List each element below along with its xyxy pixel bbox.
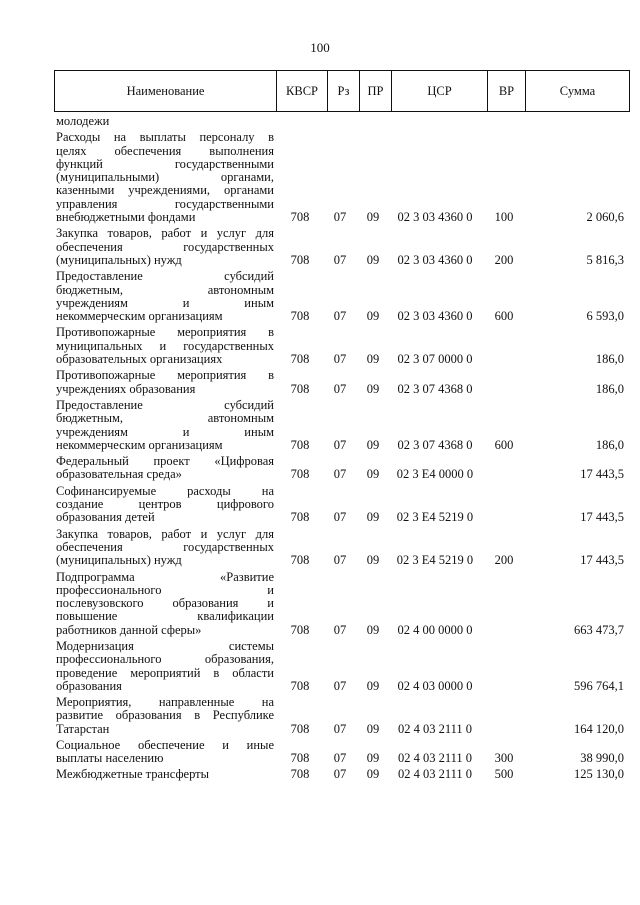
- row-name-line: Федеральный проект «Цифровая: [56, 454, 274, 469]
- row-sum: 164 120,0: [574, 721, 624, 736]
- row-name-line: Межбюджетные трансферты: [56, 766, 210, 781]
- row-csr: 02 4 03 2111 0: [397, 721, 473, 736]
- row-csr: 02 3 07 0000 0: [397, 352, 473, 367]
- table-row: [54, 485, 630, 525]
- row-name-line: развитие образования в Республике: [56, 708, 274, 723]
- row-name: [54, 739, 274, 766]
- row-name-line: бюджетным, автономным: [56, 282, 274, 297]
- row-vr: 500: [494, 766, 514, 781]
- row-name-line: (муниципальных) нужд: [56, 553, 182, 568]
- row-name-line: выплаты населению: [56, 751, 164, 766]
- row-sum: 2 060,6: [586, 210, 624, 225]
- row-rz: 07: [333, 622, 347, 637]
- row-sum: 663 473,7: [574, 622, 624, 637]
- row-name: [54, 131, 274, 224]
- row-rz: 07: [333, 721, 347, 736]
- row-name-line: некоммерческим организациям: [56, 437, 223, 452]
- table-row: [54, 571, 630, 637]
- row-kvsr: 708: [290, 252, 310, 267]
- row-vr: 600: [494, 437, 514, 452]
- row-pr: 09: [366, 381, 380, 396]
- row-kvsr: 708: [290, 553, 310, 568]
- row-name-line: образовательная среда»: [56, 467, 182, 482]
- header-vr: ВР: [487, 71, 525, 111]
- row-csr: 02 3 E4 5219 0: [396, 553, 474, 568]
- row-pr: 09: [366, 678, 380, 693]
- row-rz: 07: [333, 352, 347, 367]
- row-rz: 07: [333, 766, 347, 781]
- header-pr: ПР: [359, 71, 391, 111]
- row-name-line: (муниципальных) нужд: [56, 252, 182, 267]
- row-name-line: Мероприятия, направленные на: [56, 695, 274, 710]
- row-name-line: (муниципальными) органами,: [56, 170, 274, 185]
- header-rz: Рз: [327, 71, 359, 111]
- row-name-line: казенными учреждениями, органами: [56, 183, 274, 198]
- row-name-line: муниципальных и государственных: [56, 338, 274, 353]
- table-body: [54, 115, 630, 781]
- row-name-line: проведение мероприятий в области: [56, 665, 274, 680]
- row-name-line: Закупка товаров, работ и услуг для: [56, 226, 274, 241]
- page-number: 100: [310, 40, 330, 55]
- row-rz: 07: [333, 553, 347, 568]
- row-name-line: Модернизация системы: [56, 638, 274, 653]
- row-csr: 02 4 03 2111 0: [397, 751, 473, 766]
- row-sum: 17 443,5: [580, 553, 624, 568]
- row-name-line: управления государственными: [56, 196, 274, 211]
- row-name-line: Противопожарные мероприятия в: [56, 325, 274, 340]
- row-sum: 17 443,5: [580, 467, 624, 482]
- row-name: [54, 369, 274, 396]
- header-sum: Сумма: [525, 71, 629, 111]
- row-vr: 300: [494, 751, 514, 766]
- row-kvsr: 708: [290, 510, 310, 525]
- row-name: [54, 326, 274, 366]
- row-kvsr: 708: [290, 721, 310, 736]
- row-csr: 02 3 03 4360 0: [397, 309, 473, 324]
- row-name-line: Предоставление субсидий: [56, 397, 274, 412]
- row-vr: 600: [494, 309, 514, 324]
- row-pr: 09: [366, 210, 380, 225]
- header-kvsr: КВСР: [276, 71, 327, 111]
- row-rz: 07: [333, 252, 347, 267]
- row-kvsr: 708: [290, 467, 310, 482]
- row-kvsr: 708: [290, 751, 310, 766]
- row-name-line: профессионального образования,: [56, 652, 274, 667]
- row-name: [54, 115, 274, 128]
- row-sum: 186,0: [595, 437, 624, 452]
- table-row: [54, 369, 630, 396]
- row-name-line: послевузовского образования и: [56, 596, 274, 611]
- row-name-line: образования детей: [56, 510, 155, 525]
- row-name-line: обеспечения государственных: [56, 539, 274, 554]
- row-name: [54, 640, 274, 693]
- row-name-line: некоммерческим организациям: [56, 309, 223, 324]
- table-row: [54, 768, 630, 781]
- row-name-line: повышение квалификации: [56, 609, 274, 624]
- row-csr: 02 3 03 4360 0: [397, 210, 473, 225]
- row-name: [54, 399, 274, 452]
- table-row: [54, 696, 630, 736]
- table-row: [54, 115, 630, 128]
- row-name-line: внебюджетными фондами: [56, 210, 196, 225]
- row-rz: 07: [333, 381, 347, 396]
- row-csr: 02 3 E4 5219 0: [396, 510, 474, 525]
- row-name-line: учреждениям и иным: [56, 424, 274, 439]
- row-sum: 17 443,5: [580, 510, 624, 525]
- row-sum: 186,0: [595, 381, 624, 396]
- row-name-line: Закупка товаров, работ и услуг для: [56, 526, 274, 541]
- row-pr: 09: [366, 437, 380, 452]
- row-csr: 02 3 E4 0000 0: [396, 467, 474, 482]
- row-csr: 02 3 03 4360 0: [397, 252, 473, 267]
- row-name-line: Татарстан: [56, 721, 110, 736]
- row-sum: 125 130,0: [574, 766, 624, 781]
- row-kvsr: 708: [290, 622, 310, 637]
- row-sum: 5 816,3: [586, 252, 624, 267]
- row-kvsr: 708: [290, 309, 310, 324]
- row-kvsr: 708: [290, 766, 310, 781]
- row-csr: 02 4 03 0000 0: [397, 678, 473, 693]
- row-name-line: Социальное обеспечение и иные: [56, 738, 274, 753]
- row-name-line: создание центров цифрового: [56, 497, 274, 512]
- row-name-line: молодежи: [56, 114, 110, 128]
- row-sum: 6 593,0: [586, 309, 624, 324]
- row-rz: 07: [333, 437, 347, 452]
- table-row: [54, 455, 630, 482]
- row-name-line: бюджетным, автономным: [56, 411, 274, 426]
- row-kvsr: 708: [290, 352, 310, 367]
- row-name-line: Софинансируемые расходы на: [56, 483, 274, 498]
- row-name-line: функций государственными: [56, 156, 274, 171]
- table-row: [54, 528, 630, 568]
- row-name: [54, 528, 274, 568]
- row-name-line: работников данной сферы»: [56, 622, 202, 637]
- row-pr: 09: [366, 352, 380, 367]
- row-name: [54, 227, 274, 267]
- row-vr: 100: [494, 210, 514, 225]
- row-name: [54, 485, 274, 525]
- row-sum: 186,0: [595, 352, 624, 367]
- row-pr: 09: [366, 252, 380, 267]
- row-rz: 07: [333, 678, 347, 693]
- row-name: [54, 270, 274, 323]
- row-csr: 02 4 03 2111 0: [397, 766, 473, 781]
- row-name-line: Противопожарные мероприятия в: [56, 368, 274, 383]
- header-name: Наименование: [126, 84, 205, 98]
- row-kvsr: 708: [290, 678, 310, 693]
- table-row: [54, 131, 630, 224]
- table-header: [54, 70, 630, 112]
- row-rz: 07: [333, 210, 347, 225]
- row-sum: 596 764,1: [574, 678, 624, 693]
- row-name: [54, 696, 274, 736]
- table-row: [54, 227, 630, 267]
- row-csr: 02 3 07 4368 0: [397, 437, 473, 452]
- table-row: [54, 326, 630, 366]
- row-name-line: образовательных организациях: [56, 352, 223, 367]
- table-row: [54, 399, 630, 452]
- table-row: [54, 739, 630, 766]
- row-pr: 09: [366, 766, 380, 781]
- row-kvsr: 708: [290, 381, 310, 396]
- table-row: [54, 640, 630, 693]
- row-name: [54, 768, 274, 781]
- row-name: [54, 455, 274, 482]
- table-row: [54, 270, 630, 323]
- row-pr: 09: [366, 309, 380, 324]
- row-kvsr: 708: [290, 210, 310, 225]
- row-sum: 38 990,0: [580, 751, 624, 766]
- row-csr: 02 3 07 4368 0: [397, 381, 473, 396]
- row-rz: 07: [333, 467, 347, 482]
- row-pr: 09: [366, 553, 380, 568]
- row-pr: 09: [366, 721, 380, 736]
- row-kvsr: 708: [290, 437, 310, 452]
- row-pr: 09: [366, 622, 380, 637]
- row-rz: 07: [333, 309, 347, 324]
- row-name-line: Предоставление субсидий: [56, 269, 274, 284]
- budget-table: [54, 70, 630, 781]
- row-csr: 02 4 00 0000 0: [397, 622, 473, 637]
- row-pr: 09: [366, 751, 380, 766]
- row-name-line: целях обеспечения выполнения: [56, 143, 274, 158]
- row-name-line: учреждениям и иным: [56, 295, 274, 310]
- row-vr: 200: [494, 553, 514, 568]
- row-name-line: профессионального и: [56, 582, 274, 597]
- row-name-line: обеспечения государственных: [56, 239, 274, 254]
- row-vr: 200: [494, 252, 514, 267]
- row-pr: 09: [366, 510, 380, 525]
- row-name: [54, 571, 274, 637]
- row-pr: 09: [366, 467, 380, 482]
- row-rz: 07: [333, 751, 347, 766]
- row-name-line: Подпрограмма «Развитие: [56, 569, 274, 584]
- header-csr: ЦСР: [391, 71, 487, 111]
- row-name-line: образования: [56, 678, 122, 693]
- row-name-line: учреждениях образования: [56, 381, 196, 396]
- row-name-line: Расходы на выплаты персоналу в: [56, 130, 274, 145]
- row-rz: 07: [333, 510, 347, 525]
